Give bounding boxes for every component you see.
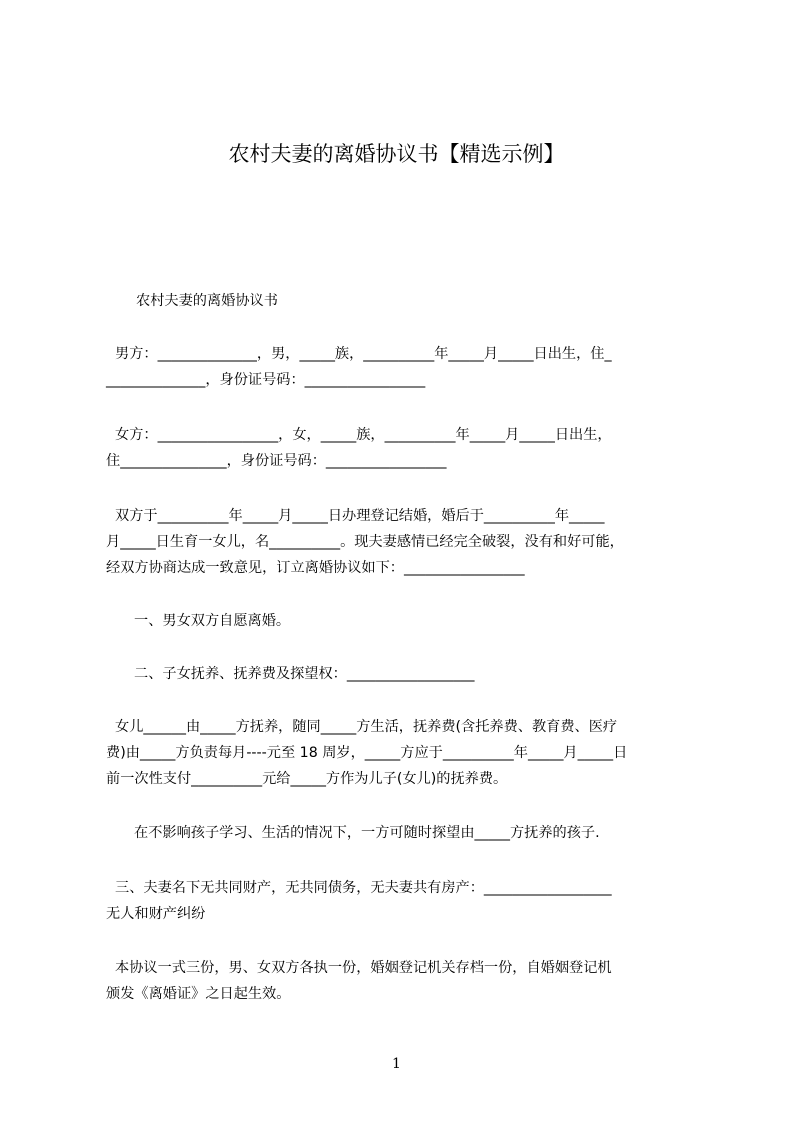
copies-paragraph [106,955,698,1007]
custody-paragraph [106,714,698,792]
husband-info-line-2: ______________，身份证号码：_________________ [106,372,426,388]
page-title: 农村夫妻的离婚协议书【精选示例】 [228,142,565,166]
clause-2-text: 二、子女抚养、抚养费及探望权：__________________ [134,666,475,682]
subtitle-text: 农村夫妻的离婚协议书 [136,293,278,309]
husband-info-line-1: 男方：______________，男，_____族，__________年_____月_____日出生，住_ [106,346,612,362]
property-line-1: 三、夫妻名下无共同财产，无共同债务，无夫妻共有房产：__________________ [106,880,612,896]
visitation-paragraph [106,820,698,846]
property-line-2: 无人和财产纠纷 [106,906,206,922]
page-number: 1 [392,1056,401,1072]
husband-info-paragraph [106,341,698,393]
copies-line-1: 本协议一式三份，男、女双方各执一份，婚姻登记机关存档一份，自婚姻登记机 [106,960,612,976]
document-subtitle [106,288,698,314]
custody-line-1: 女儿______由_____方抚养，随同_____方生活，抚养费(含托养费、教育费、医疗 [106,719,618,735]
wife-info-line-1: 女方：_________________，女，_____族，__________年_____月_____日出生， [106,427,612,443]
clause-2-paragraph [106,661,698,687]
custody-line-3: 前一次性支付__________元给_____方作为儿子(女儿)的抚养费。 [106,771,508,787]
visitation-text: 在不影响孩子学习、生活的情况下，一方可随时探望由_____方抚养的孩子. [134,825,600,841]
custody-line-2: 费)由_____方负责每月----元至 18 周岁，_____方应于__________年_____月_____日 [106,745,628,761]
marriage-info-line-3: 经双方协商达成一致意见，订立离婚协议如下：_________________ [106,560,525,576]
clause-1-text: 一、男女双方自愿离婚。 [134,613,291,629]
marriage-info-line-1: 双方于__________年_____月_____日办理登记结婚，婚后于__________年_____ [106,508,605,524]
copies-line-2: 颁发《离婚证》之日起生效。 [106,986,291,1002]
clause-1-paragraph [106,608,698,634]
marriage-info-paragraph [106,503,698,581]
wife-info-paragraph [106,422,698,474]
property-paragraph [106,875,698,927]
marriage-info-line-2: 月_____日生育一女儿，名__________。现夫妻感情已经完全破裂，没有和好可能， [106,534,624,550]
wife-info-line-2: 住_______________，身份证号码：_________________ [106,453,447,469]
